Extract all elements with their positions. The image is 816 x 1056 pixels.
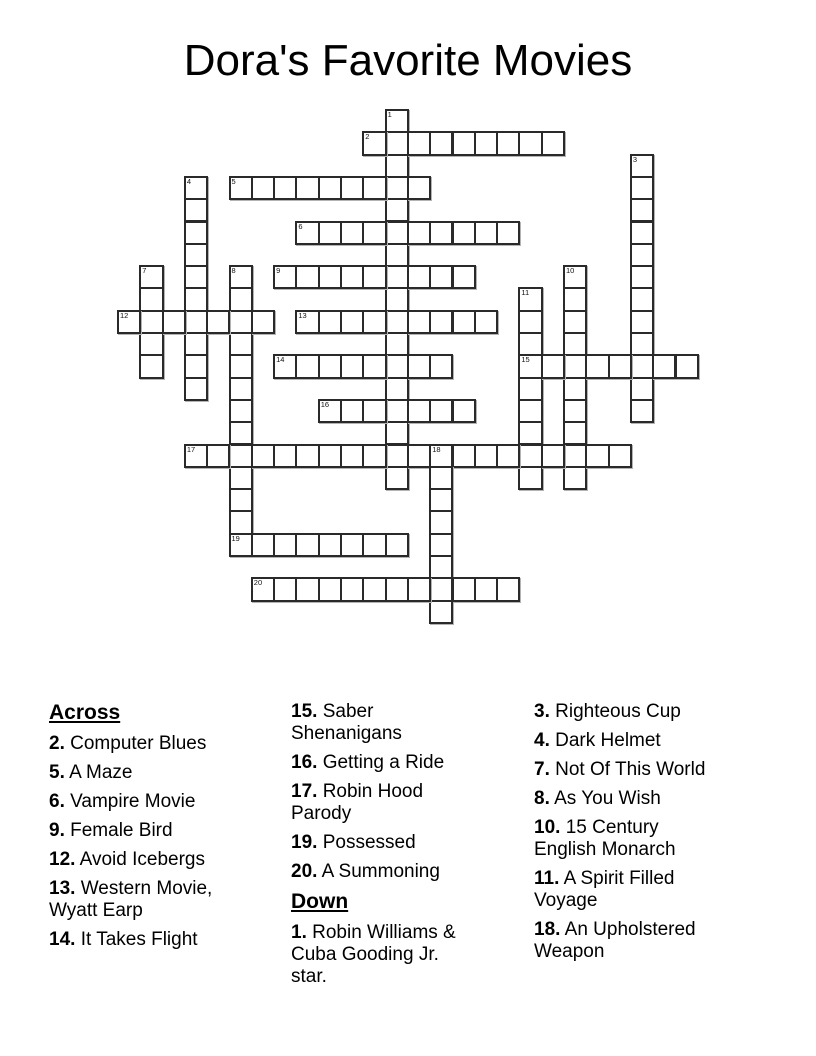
grid-cell[interactable] — [229, 310, 253, 334]
grid-cell[interactable] — [630, 221, 654, 245]
clue-column-1 — [49, 701, 254, 958]
grid-cell[interactable] — [295, 265, 319, 289]
grid-cell[interactable] — [385, 243, 409, 267]
grid-cell[interactable] — [429, 488, 453, 512]
grid-cell[interactable] — [184, 265, 208, 289]
clue-number: 13. — [49, 878, 76, 899]
grid-cell[interactable] — [184, 287, 208, 311]
grid-cell[interactable] — [474, 310, 498, 334]
grid-cell[interactable] — [518, 444, 542, 468]
clue-item: 13. Western Movie, Wyatt Earp — [49, 878, 213, 921]
grid-cell[interactable] — [630, 310, 654, 334]
grid-cell[interactable] — [630, 287, 654, 311]
grid-cell[interactable] — [385, 198, 409, 222]
grid-cell[interactable] — [518, 377, 542, 401]
grid-cell[interactable] — [452, 577, 476, 601]
clue-number: 10. — [534, 817, 561, 838]
grid-cell[interactable] — [385, 332, 409, 356]
grid-cell[interactable] — [362, 533, 386, 557]
grid-cell[interactable] — [608, 444, 632, 468]
grid-cell[interactable] — [630, 377, 654, 401]
clue-item: 16. Getting a Ride — [291, 752, 445, 773]
clue-item: 6. Vampire Movie — [49, 791, 196, 812]
grid-cell[interactable] — [385, 310, 409, 334]
cell-number: 3 — [632, 154, 638, 164]
grid-cell[interactable] — [429, 444, 453, 468]
clue-item: 7. Not Of This World — [534, 759, 706, 780]
grid-cell[interactable] — [630, 354, 654, 378]
clue-item: 11. A Spirit Filled Voyage — [534, 868, 675, 911]
grid-cell[interactable] — [229, 176, 253, 200]
clue-number: 17. — [291, 781, 318, 802]
cell-number: 11 — [521, 288, 530, 298]
grid-cell[interactable] — [630, 332, 654, 356]
cell-number: 2 — [365, 132, 370, 142]
grid-cell[interactable] — [318, 310, 342, 334]
grid-cell[interactable] — [541, 131, 565, 155]
grid-cell[interactable] — [385, 287, 409, 311]
grid-cell[interactable] — [429, 354, 453, 378]
grid-cell[interactable] — [117, 310, 141, 334]
clue-item: 15. Saber Shenanigans — [291, 701, 402, 744]
grid-cell[interactable] — [563, 377, 587, 401]
cell-number: 12 — [120, 310, 129, 320]
grid-cell[interactable] — [295, 533, 319, 557]
grid-cell[interactable] — [496, 221, 520, 245]
grid-cell[interactable] — [407, 265, 431, 289]
clue-number: 8. — [534, 788, 550, 809]
clue-item: 17. Robin Hood Parody — [291, 781, 424, 824]
grid-cell[interactable] — [630, 399, 654, 423]
grid-cell[interactable] — [474, 221, 498, 245]
clue-number: 1. — [291, 922, 307, 943]
clue-number: 2. — [49, 733, 65, 754]
grid-cell[interactable] — [362, 399, 386, 423]
grid-cell[interactable] — [340, 577, 364, 601]
clue-item: 12. Avoid Icebergs — [49, 849, 205, 870]
grid-cell[interactable] — [340, 221, 364, 245]
cell-number: 5 — [231, 176, 236, 186]
grid-cell[interactable] — [385, 354, 409, 378]
grid-cell[interactable] — [429, 265, 453, 289]
grid-cell[interactable] — [362, 131, 386, 155]
grid-cell[interactable] — [429, 510, 453, 534]
grid-cell[interactable] — [362, 577, 386, 601]
cell-number: 4 — [186, 176, 192, 186]
grid-cell[interactable] — [273, 176, 297, 200]
grid-cell[interactable] — [184, 332, 208, 356]
cell-number: 1 — [387, 110, 392, 119]
grid-cell[interactable] — [340, 265, 364, 289]
grid-cell[interactable] — [340, 533, 364, 557]
cell-number: 8 — [231, 266, 236, 276]
grid-cell[interactable] — [184, 377, 208, 401]
grid-cell[interactable] — [229, 287, 253, 311]
grid-cell[interactable] — [295, 221, 319, 245]
grid-cell[interactable] — [452, 310, 476, 334]
grid-cell[interactable] — [429, 577, 453, 601]
grid-cell[interactable] — [229, 332, 253, 356]
grid-cell[interactable] — [541, 444, 565, 468]
clue-item: 4. Dark Helmet — [534, 730, 661, 751]
grid-cell[interactable] — [229, 421, 253, 445]
grid-cell[interactable] — [429, 310, 453, 334]
grid-cell[interactable] — [251, 444, 275, 468]
grid-cell[interactable] — [229, 466, 253, 490]
cell-number: 9 — [276, 266, 281, 276]
grid-cell[interactable] — [318, 577, 342, 601]
grid-cell[interactable] — [139, 310, 163, 334]
clue-number: 7. — [534, 759, 550, 780]
grid-cell[interactable] — [139, 265, 163, 289]
grid-cell[interactable] — [184, 221, 208, 245]
grid-cell[interactable] — [518, 354, 542, 378]
grid-cell[interactable] — [652, 354, 676, 378]
grid-cell[interactable] — [385, 265, 409, 289]
grid-cell[interactable] — [229, 377, 253, 401]
grid-cell[interactable] — [273, 444, 297, 468]
grid-cell[interactable] — [295, 310, 319, 334]
grid-cell[interactable] — [407, 176, 431, 200]
grid-cell[interactable] — [429, 221, 453, 245]
grid-cell[interactable] — [518, 131, 542, 155]
grid-cell[interactable] — [206, 444, 230, 468]
clue-item: 9. Female Bird — [49, 820, 173, 841]
clue-number: 16. — [291, 752, 318, 773]
grid-cell[interactable] — [563, 310, 587, 334]
grid-cell[interactable] — [385, 221, 409, 245]
clue-item: 20. A Summoning — [291, 861, 440, 882]
grid-cell[interactable] — [385, 131, 409, 155]
grid-cell[interactable] — [407, 444, 431, 468]
grid-cell[interactable] — [229, 354, 253, 378]
grid-cell[interactable] — [362, 310, 386, 334]
clue-item: 1. Robin Williams & Cuba Gooding Jr. star. — [291, 922, 456, 987]
grid-cell[interactable] — [407, 131, 431, 155]
grid-cell[interactable] — [229, 444, 253, 468]
grid-cell[interactable] — [429, 466, 453, 490]
grid-cell[interactable] — [630, 176, 654, 200]
grid-cell[interactable] — [340, 399, 364, 423]
grid-cell[interactable] — [362, 444, 386, 468]
grid-cell[interactable] — [318, 221, 342, 245]
clue-number: 5. — [49, 762, 65, 783]
grid-cell[interactable] — [184, 354, 208, 378]
clue-item: 2. Computer Blues — [49, 733, 207, 754]
grid-cell[interactable] — [563, 466, 587, 490]
cell-number: 10 — [566, 266, 575, 276]
clue-number: 14. — [49, 929, 76, 950]
grid-cell[interactable] — [429, 399, 453, 423]
grid-cell[interactable] — [139, 332, 163, 356]
grid-cell[interactable] — [429, 131, 453, 155]
grid-cell[interactable] — [251, 310, 275, 334]
grid-cell[interactable] — [318, 444, 342, 468]
grid-cell[interactable] — [563, 332, 587, 356]
grid-cell[interactable] — [496, 131, 520, 155]
grid-cell[interactable] — [385, 533, 409, 557]
grid-cell[interactable] — [184, 198, 208, 222]
grid-cell[interactable] — [362, 221, 386, 245]
grid-cell[interactable] — [184, 176, 208, 200]
grid-cell[interactable] — [452, 444, 476, 468]
grid-cell[interactable] — [585, 444, 609, 468]
clue-item: 19. Possessed — [291, 832, 416, 853]
grid-cell[interactable] — [362, 265, 386, 289]
grid-cell[interactable] — [518, 310, 542, 334]
cell-number: 6 — [298, 221, 303, 231]
puzzle-title: Dora's Favorite Movies — [183, 36, 633, 85]
clue-number: 4. — [534, 730, 550, 751]
down-heading: Down — [291, 890, 349, 913]
grid-cell[interactable] — [429, 555, 453, 579]
grid-cell[interactable] — [184, 444, 208, 468]
grid-cell[interactable] — [340, 176, 364, 200]
grid-cell[interactable] — [318, 354, 342, 378]
grid-cell[interactable] — [385, 154, 409, 178]
clue-number: 9. — [49, 820, 65, 841]
grid-cell[interactable] — [630, 154, 654, 178]
clue-number: 20. — [291, 861, 318, 882]
cell-number: 18 — [432, 444, 441, 454]
clue-number: 18. — [534, 919, 561, 940]
grid-cell[interactable] — [630, 198, 654, 222]
grid-cell[interactable] — [563, 421, 587, 445]
grid-cell[interactable] — [251, 176, 275, 200]
clue-column-2 — [291, 701, 476, 995]
grid-cell[interactable] — [518, 399, 542, 423]
grid-cell[interactable] — [385, 466, 409, 490]
grid-cell[interactable] — [563, 354, 587, 378]
clue-column-3 — [534, 701, 724, 970]
cell-number: 7 — [142, 266, 147, 276]
grid-cell[interactable] — [675, 354, 699, 378]
grid-cell[interactable] — [251, 577, 275, 601]
grid-cell[interactable] — [385, 399, 409, 423]
grid-cell[interactable] — [340, 354, 364, 378]
clue-item: 10. 15 Century English Monarch — [534, 817, 676, 860]
grid-cell[interactable] — [273, 354, 297, 378]
grid-cell[interactable] — [452, 399, 476, 423]
grid-cell[interactable] — [362, 176, 386, 200]
grid-cell[interactable] — [541, 354, 565, 378]
grid-cell[interactable] — [630, 265, 654, 289]
grid-cell[interactable] — [229, 533, 253, 557]
clue-item: 3. Righteous Cup — [534, 701, 681, 722]
grid-cell[interactable] — [563, 265, 587, 289]
grid-cell[interactable] — [474, 577, 498, 601]
grid-cell[interactable] — [385, 109, 409, 133]
grid-cell[interactable] — [184, 310, 208, 334]
clue-item: 5. A Maze — [49, 762, 133, 783]
grid-cell[interactable] — [407, 310, 431, 334]
grid-cell[interactable] — [407, 221, 431, 245]
cell-number: 20 — [253, 578, 263, 588]
grid-cell[interactable] — [474, 444, 498, 468]
grid-cell[interactable] — [474, 131, 498, 155]
grid-cell[interactable] — [340, 444, 364, 468]
cell-number: 13 — [298, 310, 307, 320]
grid-cell[interactable] — [563, 444, 587, 468]
grid-cell[interactable] — [318, 533, 342, 557]
grid-cell[interactable] — [407, 399, 431, 423]
clue-number: 19. — [291, 832, 318, 853]
cell-number: 16 — [320, 399, 330, 409]
cell-number: 14 — [276, 355, 285, 365]
grid-cell[interactable] — [162, 310, 186, 334]
grid-cell[interactable] — [340, 310, 364, 334]
clue-item: 8. As You Wish — [534, 788, 661, 809]
grid-cell[interactable] — [608, 354, 632, 378]
grid-cell[interactable] — [496, 577, 520, 601]
grid-cell[interactable] — [518, 421, 542, 445]
clue-number: 12. — [49, 849, 76, 870]
grid-cell[interactable] — [251, 533, 275, 557]
grid-cell[interactable] — [362, 354, 386, 378]
grid-cell[interactable] — [229, 488, 253, 512]
grid-cell[interactable] — [273, 577, 297, 601]
grid-cell[interactable] — [318, 265, 342, 289]
grid-cell[interactable] — [563, 399, 587, 423]
grid-cell[interactable] — [273, 533, 297, 557]
grid-cell[interactable] — [429, 533, 453, 557]
grid-cell[interactable] — [295, 444, 319, 468]
grid-cell[interactable] — [452, 221, 476, 245]
grid-cell[interactable] — [139, 287, 163, 311]
clue-number: 3. — [534, 701, 550, 722]
grid-cell[interactable] — [585, 354, 609, 378]
grid-cell[interactable] — [229, 510, 253, 534]
across-heading: Across — [49, 701, 121, 724]
grid-cell[interactable] — [385, 577, 409, 601]
grid-cell[interactable] — [385, 444, 409, 468]
cell-number: 17 — [186, 444, 196, 454]
clue-number: 11. — [534, 868, 560, 889]
grid-cell[interactable] — [229, 399, 253, 423]
cell-number: 15 — [521, 355, 530, 365]
grid-cell[interactable] — [452, 131, 476, 155]
grid-cell[interactable] — [518, 287, 542, 311]
grid-cell[interactable] — [273, 265, 297, 289]
grid-cell[interactable] — [318, 399, 342, 423]
grid-cell[interactable] — [206, 310, 230, 334]
grid-cell[interactable] — [407, 354, 431, 378]
grid-cell[interactable] — [385, 421, 409, 445]
grid-cell[interactable] — [452, 265, 476, 289]
grid-cell[interactable] — [295, 176, 319, 200]
grid-cell[interactable] — [385, 377, 409, 401]
clue-item: 18. An Upholstered Weapon — [534, 919, 696, 962]
grid-cell[interactable] — [318, 176, 342, 200]
grid-cell[interactable] — [139, 354, 163, 378]
grid-cell[interactable] — [407, 577, 431, 601]
grid-cell[interactable] — [518, 332, 542, 356]
grid-cell[interactable] — [496, 444, 520, 468]
grid-cell[interactable] — [385, 176, 409, 200]
grid-cell[interactable] — [563, 287, 587, 311]
clue-number: 15. — [291, 701, 318, 722]
cell-number: 19 — [231, 533, 240, 543]
grid-cell[interactable] — [229, 265, 253, 289]
grid-cell[interactable] — [429, 600, 453, 624]
clue-number: 6. — [49, 791, 65, 812]
grid-cell[interactable] — [295, 354, 319, 378]
grid-cell[interactable] — [295, 577, 319, 601]
grid-cell[interactable] — [184, 243, 208, 267]
clue-item: 14. It Takes Flight — [49, 929, 198, 950]
grid-cell[interactable] — [518, 466, 542, 490]
grid-cell[interactable] — [630, 243, 654, 267]
